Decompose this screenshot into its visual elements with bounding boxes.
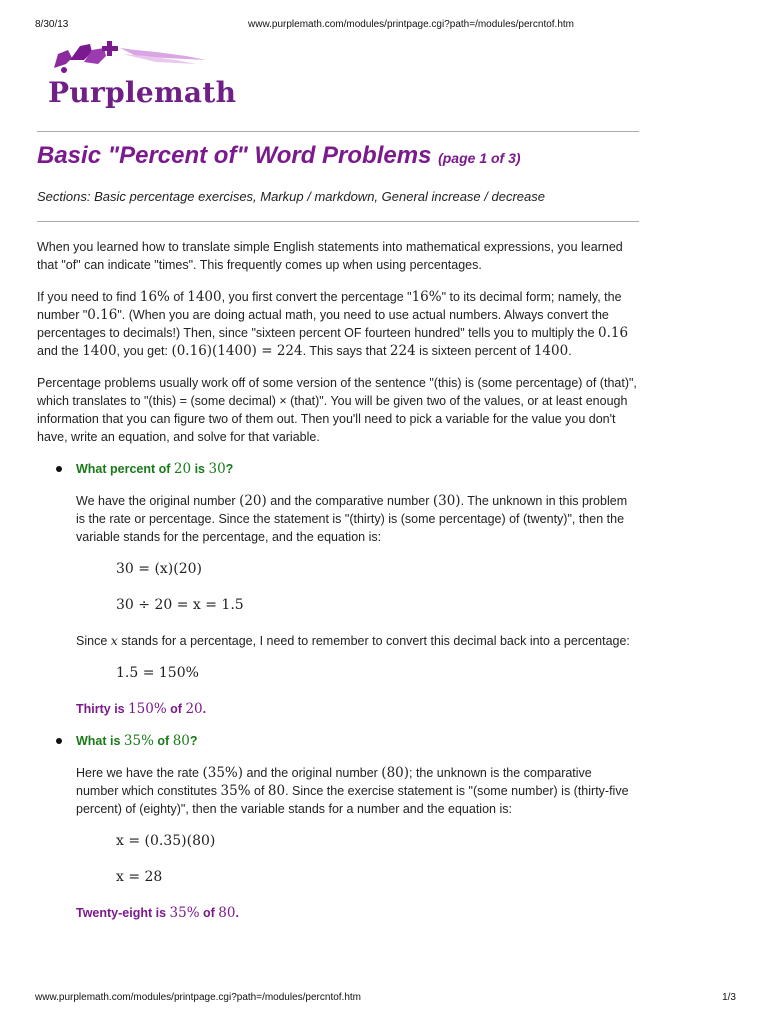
problem-item-2: [37, 732, 637, 922]
intro-paragraph-1: When you learned how to translate simple English statements into mathematical expressions, you learned that "of" can indicate "times". This frequently comes up when using percentages.: [37, 240, 623, 272]
logo-text: Purplemath: [48, 76, 237, 109]
print-date: 8/30/13: [35, 19, 69, 30]
page-indicator: (page 1 of 3): [438, 150, 521, 166]
page-number: 1/3: [722, 992, 736, 1003]
logo-graphic-icon: [46, 40, 206, 80]
bullet-icon: [56, 466, 62, 472]
question-2: What is 35% of 80?: [76, 733, 198, 749]
page-title: Basic "Percent of" Word Problems (page 1 of 3): [37, 142, 521, 169]
problem-item-1: [37, 460, 637, 718]
sections-links[interactable]: Sections: Basic percentage exercises, Markup / markdown, General increase / decrease: [37, 189, 545, 204]
explanation-1: We have the original number (20) and the comparative number (30). The unknown in this problem is the rate or percentage. Since the statement is "(thirty) is (some percentage) of (twenty)", then the variable stands for the percentage, and the equation is:: [76, 493, 628, 544]
equation: 30 = (x)(20): [116, 561, 203, 577]
question-1: What percent of 20 is 30?: [76, 461, 234, 477]
equation: x = (0.35)(80): [116, 833, 216, 849]
purplemath-logo[interactable]: [46, 40, 246, 116]
intro-paragraph-2: If you need to find 16% of 1400, you first convert the percentage "16%" to its decimal form; namely, the number "0.16". (When you are doing actual math, you need to use actual numbers. Always convert the percentages to decimals!) Then, since "sixteen percent OF fourteen hundred" tells you to multiply the 0.16 and the 1400, you get: (0.16)(1400) = 224. This says that 224 is sixteen percent of 1400.: [37, 289, 629, 359]
explanation-2: Here we have the rate (35%) and the original number (80); the unknown is the comparative number which constitutes 35% of 80. Since the exercise statement is "(some number) is (thirty-five percent) of (eighty)", then the variable stands for a number and the equation is:: [76, 765, 629, 816]
print-footer-url: www.purplemath.com/modules/printpage.cgi?path=/modules/percntof.htm: [35, 992, 362, 1003]
answer-2: Twenty-eight is 35% of 80.: [76, 905, 239, 921]
article-body: [37, 238, 637, 936]
intro-paragraph-3: Percentage problems usually work off of some version of the sentence "(this) is (some percentage) of (that)", which translates to "(this) = (some decimal) × (that)". You will be given two of the values, or at least enough information that you can figure two of them out. Then you'll need to pick a variable for the value you don't have, write an equation, and solve for that variable.: [37, 376, 637, 444]
print-header-url: www.purplemath.com/modules/printpage.cgi?path=/modules/percntof.htm: [248, 19, 575, 30]
problem-list: [37, 460, 637, 922]
equation: 1.5 = 150%: [116, 665, 199, 681]
divider: [37, 131, 639, 132]
note-paragraph: Since x stands for a percentage, I need to remember to convert this decimal back into a percentage:: [76, 633, 630, 648]
answer-1: Thirty is 150% of 20.: [76, 701, 207, 717]
divider: [37, 221, 639, 222]
equation: 30 ÷ 20 = x = 1.5: [116, 597, 244, 613]
equation: x = 28: [116, 869, 163, 885]
bullet-icon: [56, 738, 62, 744]
